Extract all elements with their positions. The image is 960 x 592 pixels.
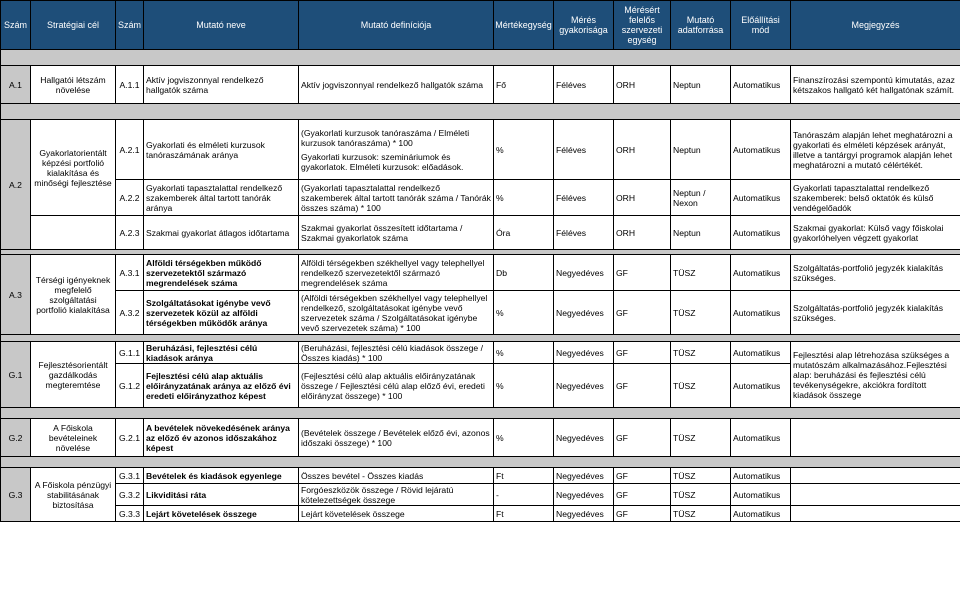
note [791,468,960,484]
data-source: Neptun [671,66,731,104]
header-cell [614,1,671,50]
goal-name-empty [31,216,116,250]
note: Szakmai gyakorlat: Külső vagy főiskolai gyakorlóhelyen végzett gyakorlat [791,216,960,250]
production-mode: Automatikus [731,484,791,506]
table-row [1,216,960,250]
production-mode: Automatikus [731,216,791,250]
header-cell: Mértékegység [494,1,554,50]
goal-number: A.1 [1,66,31,104]
indicator-definition: (Gyakorlati tapasztalattal rendelkező szakemberek által tartott tanórák száma / Tanórák összes száma) * 100 [299,180,494,216]
goal-number: A.2 [1,120,31,250]
unit: Ft [494,468,554,484]
production-mode: Automatikus [731,120,791,180]
separator-row [1,50,960,66]
production-mode: Automatikus [731,255,791,291]
indicator-number: G.1.2 [116,364,144,408]
frequency: Negyedéves [554,468,614,484]
indicator-number: A.3.1 [116,255,144,291]
separator-row [1,335,960,342]
frequency: Féléves [554,120,614,180]
goal-number: G.2 [1,419,31,457]
goal-name: Fejlesztésorientált gazdálkodás megteremtése [31,342,116,408]
note: Tanóraszám alapján lehet meghatározni a gyakorlati és elméleti képzések arányát, illetve a tantárgyi programok alapján lehet meghatározni a mutató célértékét. [791,120,960,180]
indicator-number: G.1.1 [116,342,144,364]
frequency: Féléves [554,66,614,104]
unit: Fő [494,66,554,104]
production-mode: Automatikus [731,468,791,484]
indicator-name: Bevételek és kiadások egyenlege [144,468,299,484]
data-source: TÜSZ [671,484,731,506]
indicator-name: Szakmai gyakorlat átlagos időtartama [144,216,299,250]
frequency: Negyedéves [554,506,614,522]
production-mode: Automatikus [731,364,791,408]
unit: % [494,364,554,408]
indicator-number: G.3.2 [116,484,144,506]
indicator-number: A.3.2 [116,291,144,335]
production-mode: Automatikus [731,66,791,104]
indicator-definition [299,120,494,180]
header-cell: Mutató neve [144,1,299,50]
table-row [1,255,960,291]
unit: % [494,291,554,335]
note [791,506,960,522]
frequency: Negyedéves [554,342,614,364]
table-row [1,66,960,104]
indicator-name: Fejlesztési célú alap aktuális előirányzatának aránya az előző évi eredeti előirányzathoz képest [144,364,299,408]
production-mode: Automatikus [731,419,791,457]
indicator-number: G.2.1 [116,419,144,457]
data-source: Neptun [671,120,731,180]
separator-cell [1,457,960,468]
header-cell: Megjegyzés [791,1,960,50]
goal-name: Hallgatói létszám növelése [31,66,116,104]
indicator-definition: Lejárt követelések összege [299,506,494,522]
separator-cell [1,50,960,66]
definition-formula: (Gyakorlati kurzusok tanóraszáma / Elméleti kurzusok tanóraszáma) * 100 [301,127,470,148]
indicator-definition: Összes bevétel - Összes kiadás [299,468,494,484]
production-mode: Automatikus [731,506,791,522]
header-row [1,1,960,50]
frequency: Negyedéves [554,255,614,291]
goal-name: A Főiskola bevételeinek növelése [31,419,116,457]
table-row [1,468,960,484]
data-source: Neptun / Nexon [671,180,731,216]
table-row [1,419,960,457]
separator-row [1,408,960,419]
goal-name: Gyakorlatorientált képzési portfolió kialakítása és minőségi fejlesztése [31,120,116,216]
data-source: TÜSZ [671,364,731,408]
indicator-number: A.2.3 [116,216,144,250]
header-cell: Szám [116,1,144,50]
indicator-definition: Alföldi térségekben székhellyel vagy telephellyel rendelkező szervezetektől származó megrendelések száma [299,255,494,291]
indicator-definition: Aktív jogviszonnyal rendelkező hallgatók száma [299,66,494,104]
data-source: TÜSZ [671,291,731,335]
indicator-number: G.3.1 [116,468,144,484]
unit: Ft [494,506,554,522]
note: Finanszírozási szempontú kimutatás, azaz kétszakos hallgató két hallgatónak számít. [791,66,960,104]
table-row [1,291,960,335]
indicator-definition: (Bevételek összege / Bevételek előző évi, azonos időszaki összege) * 100 [299,419,494,457]
header-cell: Szám [1,1,31,50]
goal-number: G.3 [1,468,31,522]
table-row [1,180,960,216]
frequency: Negyedéves [554,484,614,506]
header-cell-text: Mérésért felelős szervezeti egység [621,5,663,45]
separator-cell [1,104,960,120]
unit: Óra [494,216,554,250]
header-cell: Mutató definíciója [299,1,494,50]
indicator-number: A.1.1 [116,66,144,104]
data-source: TÜSZ [671,419,731,457]
note [791,484,960,506]
frequency: Negyedéves [554,364,614,408]
frequency: Negyedéves [554,419,614,457]
table-row [1,484,960,506]
indicator-definition: (Alföldi térségekben székhellyel vagy telephellyel rendelkező, szolgáltatásokat igénybe vevő szervezetek száma / Szolgáltatásokat igénybe vevő szervezetek száma) * 100 [299,291,494,335]
unit: % [494,419,554,457]
owner: GF [614,342,671,364]
owner: GF [614,484,671,506]
indicator-name: Gyakorlati és elméleti kurzusok tanóraszámának aránya [144,120,299,180]
note: Fejlesztési alap létrehozása szükséges a mutatószám alkalmazásához.Fejlesztési alap: beruházási és fejlesztési célú tevékenységekre, akciókra fordított kiadások összege [791,342,960,408]
table-row [1,120,960,180]
note [791,419,960,457]
goal-number: A.3 [1,255,31,335]
data-source: TÜSZ [671,255,731,291]
unit: Db [494,255,554,291]
owner: GF [614,506,671,522]
unit: % [494,120,554,180]
frequency: Féléves [554,216,614,250]
note: Gyakorlati tapasztalattal rendelkező szakemberek: belső oktatók és külső vendégelőadók [791,180,960,216]
indicator-definition: Forgóeszközök összege / Rövid lejáratú kötelezettségek összege [299,484,494,506]
owner: GF [614,291,671,335]
indicator-number: A.2.2 [116,180,144,216]
owner: GF [614,419,671,457]
indicator-name: Lejárt követelések összege [144,506,299,522]
frequency: Negyedéves [554,291,614,335]
indicator-name: Gyakorlati tapasztalattal rendelkező szakemberek által tartott tanórák aránya [144,180,299,216]
separator-cell [1,335,960,342]
definition-note: Gyakorlati kurzusok: szemináriumok és gyakorlatok. Elméleti kurzusok: előadások. [301,151,464,172]
indicator-name: Alföldi térségekben működő szervezetektől származó megrendelések száma [144,255,299,291]
owner: ORH [614,216,671,250]
note: Szolgáltatás-portfolió jegyzék kialakítás szükséges. [791,255,960,291]
production-mode: Automatikus [731,180,791,216]
unit: % [494,342,554,364]
indicator-name: Likviditási ráta [144,484,299,506]
separator-cell [1,408,960,419]
owner: ORH [614,120,671,180]
indicator-name: A bevételek növekedésének aránya az előző év azonos időszakához képest [144,419,299,457]
owner: ORH [614,180,671,216]
indicator-number: A.2.1 [116,120,144,180]
separator-row [1,457,960,468]
data-source: Neptun [671,216,731,250]
goal-name: A Főiskola pénzügyi stabilitásának biztosítása [31,468,116,522]
indicator-name: Szolgáltatásokat igénybe vevő szervezetek közül az alföldi térségekben működők aránya [144,291,299,335]
data-source: TÜSZ [671,468,731,484]
table-row [1,342,960,364]
indicator-definition: (Beruházási, fejlesztési célú kiadások összege / Összes kiadás) * 100 [299,342,494,364]
indicator-definition: (Fejlesztési célú alap aktuális előirányzatának összege / Fejlesztési célú alap előző évi, eredeti előirányzat összege) * 100 [299,364,494,408]
owner: GF [614,255,671,291]
indicator-definition: Szakmai gyakorlat összesített időtartama / Szakmai gyakorlatok száma [299,216,494,250]
header-cell: Előállítási mód [731,1,791,50]
indicator-name: Aktív jogviszonnyal rendelkező hallgatók száma [144,66,299,104]
production-mode: Automatikus [731,291,791,335]
indicator-number: G.3.3 [116,506,144,522]
production-mode: Automatikus [731,342,791,364]
header-cell: Stratégiai cél [31,1,116,50]
owner: ORH [614,66,671,104]
table-row [1,506,960,522]
separator-row [1,104,960,120]
unit: % [494,180,554,216]
owner: GF [614,364,671,408]
header-cell: Mérés gyakorisága [554,1,614,50]
owner: GF [614,468,671,484]
indicator-name: Beruházási, fejlesztési célú kiadások aránya [144,342,299,364]
header-cell: Mutató adatforrása [671,1,731,50]
unit: - [494,484,554,506]
data-source: TÜSZ [671,506,731,522]
note: Szolgáltatás-portfolió jegyzék kialakítás szükséges. [791,291,960,335]
data-source: TÜSZ [671,342,731,364]
goal-name: Térségi igényeknek megfelelő szolgáltatási portfolió kialakítása [31,255,116,335]
frequency: Féléves [554,180,614,216]
goal-number: G.1 [1,342,31,408]
